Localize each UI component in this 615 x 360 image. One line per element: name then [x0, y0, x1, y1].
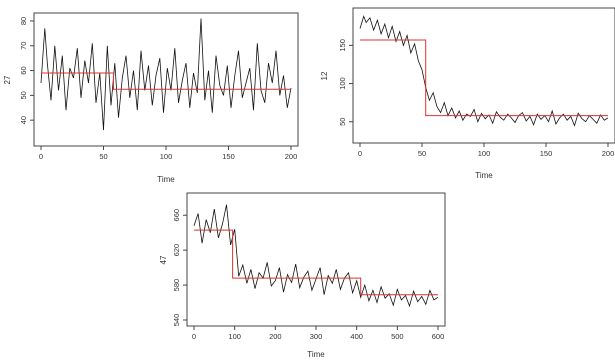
y-axis-label: 27 — [3, 75, 12, 85]
y-tick-label: 60 — [19, 66, 28, 75]
y-tick-label: 100 — [338, 77, 347, 90]
x-tick-label: 100 — [159, 152, 173, 161]
x-tick-label: 200 — [284, 152, 298, 161]
y-axis-label: 12 — [320, 71, 329, 81]
x-tick-label: 0 — [38, 152, 44, 161]
y-tick-label: 660 — [172, 208, 181, 222]
series-line — [360, 16, 608, 125]
y-tick-label: 40 — [19, 115, 28, 125]
x-tick-label: 50 — [99, 152, 108, 161]
y-tick-label: 620 — [172, 243, 181, 257]
changepoint-mean-line — [194, 230, 438, 295]
series-line — [41, 19, 291, 131]
x-tick-label: 100 — [228, 332, 241, 341]
x-tick-label: 50 — [417, 149, 427, 158]
y-tick-label: 50 — [19, 91, 28, 100]
y-tick-label: 50 — [338, 117, 347, 126]
x-axis-label: Time — [307, 350, 325, 359]
y-tick-label: 150 — [338, 39, 347, 52]
x-tick-label: 100 — [477, 149, 491, 158]
x-tick-label: 150 — [539, 149, 553, 158]
y-tick-label: 580 — [172, 278, 181, 292]
x-tick-label: 200 — [269, 332, 282, 341]
plot-marks — [360, 16, 608, 125]
plot-marks — [41, 19, 291, 131]
plot-marks — [194, 205, 438, 306]
axis-ticks — [338, 39, 614, 158]
series-line — [194, 205, 438, 306]
x-tick-label: 400 — [350, 332, 363, 341]
x-tick-label: 500 — [391, 332, 404, 341]
panel-3 — [159, 193, 445, 359]
y-axis-label: 47 — [159, 255, 168, 265]
changepoint-mean-line — [360, 40, 608, 116]
x-tick-label: 0 — [191, 332, 197, 341]
x-tick-label: 200 — [601, 149, 615, 158]
y-tick-label: 70 — [19, 41, 28, 50]
panel-1 — [3, 13, 298, 184]
x-axis-label: Time — [475, 171, 493, 180]
x-tick-label: 150 — [222, 152, 235, 161]
y-tick-label: 80 — [19, 16, 28, 26]
x-axis-label: Time — [157, 175, 175, 184]
plot-frame — [187, 193, 445, 326]
panel-2 — [320, 8, 615, 180]
x-tick-label: 0 — [357, 149, 363, 158]
axis-ticks — [172, 209, 444, 341]
y-tick-label: 540 — [172, 313, 181, 327]
x-tick-label: 600 — [431, 332, 445, 341]
x-tick-label: 300 — [309, 332, 323, 341]
